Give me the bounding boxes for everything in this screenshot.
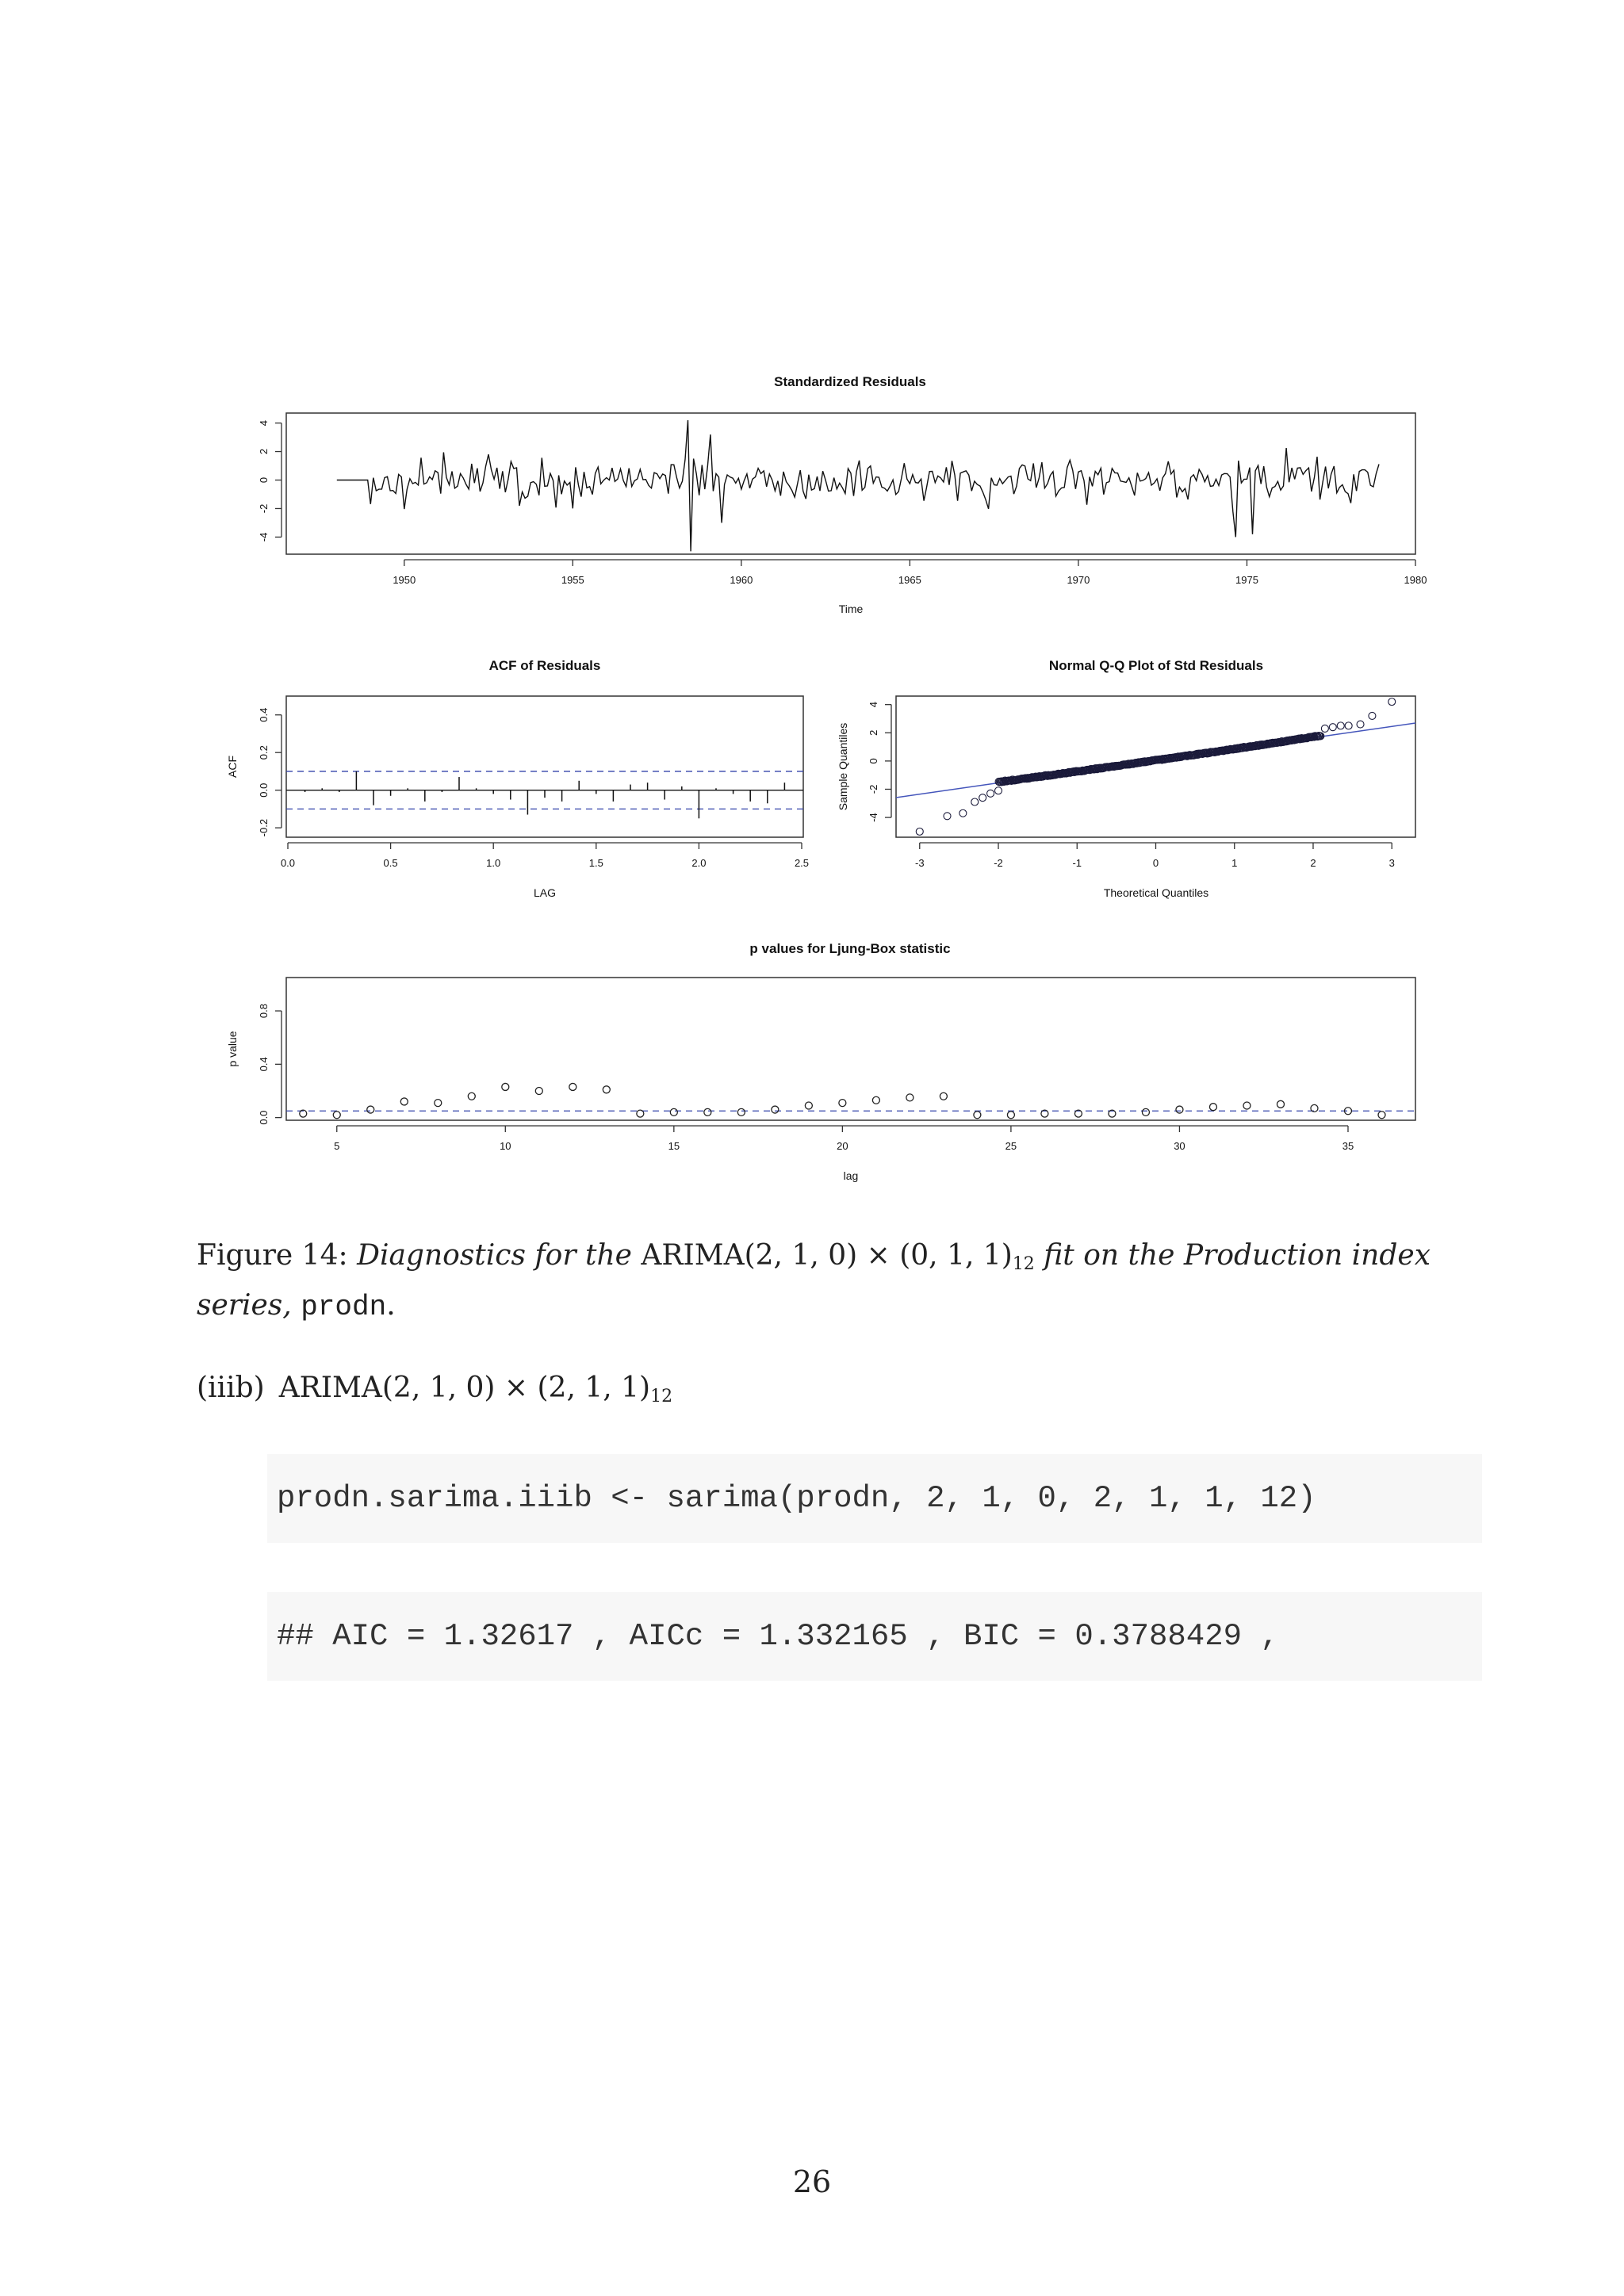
ljung-box-x-tick-label: 10	[500, 1140, 511, 1152]
ljung-box-y-tick-label: 0.4	[258, 1057, 270, 1072]
acf-x-tick-label: 1.5	[588, 857, 603, 869]
acf-x-tick-label: 1.0	[486, 857, 501, 869]
std-residuals-frame	[286, 413, 1415, 554]
ljung-box-point	[872, 1096, 879, 1104]
ljung-box-point	[502, 1083, 509, 1090]
ljung-box-point	[333, 1112, 340, 1119]
qq-point	[1345, 722, 1352, 729]
qq-x-tick-label: 2	[1310, 857, 1316, 869]
ljung-box-x-tick-label: 35	[1342, 1140, 1354, 1152]
ljung-box-point	[603, 1086, 610, 1093]
ljung-box-x-tick-label: 5	[334, 1140, 340, 1152]
qq-y-tick-label: 0	[868, 758, 879, 764]
acf-y-tick-label: 0.2	[258, 745, 270, 760]
ljung-box-point	[367, 1106, 374, 1113]
section-model-sub: 12	[650, 1387, 673, 1406]
ljung-box-point	[468, 1093, 475, 1100]
std-residuals-y-tick-label: 0	[258, 476, 270, 484]
qq-point	[979, 794, 986, 802]
ljung-box-y-tick-label: 0.0	[258, 1110, 270, 1125]
ljung-box-xlabel: lag	[843, 1169, 859, 1182]
qq-point	[1337, 722, 1344, 729]
qq-y-tick-label: -4	[868, 813, 879, 822]
ljung-box-point	[940, 1093, 947, 1100]
ljung-box-point	[839, 1100, 846, 1107]
qq-point	[959, 809, 967, 817]
qq-point	[987, 790, 994, 797]
code-block-output: ## AIC = 1.32617 , AICc = 1.332165 , BIC = 0.3788429 ,	[267, 1592, 1482, 1681]
ljung-box-x-tick-label: 20	[837, 1140, 848, 1152]
caption-label: Figure 14:	[197, 1239, 348, 1272]
qq-point	[995, 787, 1002, 794]
qq-point	[1369, 712, 1376, 719]
ljung-box-point	[1311, 1104, 1318, 1112]
qq-xlabel: Theoretical Quantiles	[1103, 886, 1209, 899]
caption-code: prodn	[301, 1291, 387, 1323]
qq-point	[1321, 725, 1328, 732]
qq-point	[1388, 698, 1396, 706]
ljung-box-point	[805, 1102, 812, 1109]
std-residuals-x-tick-label: 1980	[1404, 574, 1427, 586]
acf-ylabel: ACF	[226, 756, 239, 778]
qq-x-tick-label: 0	[1152, 857, 1159, 869]
std-residuals-x-tick-label: 1965	[898, 574, 921, 586]
acf-panel	[226, 658, 809, 899]
ljung-box-point	[400, 1098, 408, 1105]
acf-x-tick-label: 2.5	[794, 857, 810, 869]
code-block-sarima: prodn.sarima.iiib <- sarima(prodn, 2, 1, 0, 2, 1, 1, 12)	[267, 1454, 1482, 1543]
qq-ylabel: Sample Quantiles	[837, 722, 849, 811]
std-residuals-xlabel: Time	[838, 603, 864, 615]
caption-model: ARIMA(2, 1, 0) × (0, 1, 1)	[641, 1239, 1013, 1272]
qq-point	[916, 828, 923, 835]
std-residuals-title: Standardized Residuals	[774, 374, 926, 389]
ljung-box-point	[1176, 1106, 1183, 1113]
ljung-box-point	[1007, 1112, 1014, 1119]
qq-frame	[896, 696, 1415, 837]
qq-point	[1357, 721, 1364, 728]
qq-point	[971, 798, 979, 806]
ljung-box-point	[637, 1110, 644, 1117]
ljung-box-point	[906, 1094, 914, 1101]
std-residuals-x-tick-label: 1960	[730, 574, 753, 586]
acf-x-tick-label: 0.5	[383, 857, 398, 869]
qq-point	[944, 813, 951, 820]
section-model: ARIMA(2, 1, 0) × (2, 1, 1)	[278, 1372, 651, 1404]
qq-x-tick-label: 3	[1388, 857, 1395, 869]
std-residuals-x-tick-label: 1975	[1235, 574, 1258, 586]
std-residuals-y-tick-label: -2	[258, 503, 270, 514]
ljung-box-point	[1277, 1100, 1284, 1108]
ljung-box-point	[670, 1108, 677, 1115]
std-residuals-x-tick-label: 1955	[561, 574, 584, 586]
acf-x-tick-label: 2.0	[691, 857, 707, 869]
section-label: (iiib)	[197, 1372, 265, 1404]
acf-y-tick-label: 0.4	[258, 707, 270, 722]
std-residuals-panel	[258, 374, 1427, 615]
ljung-box-point	[1378, 1112, 1385, 1119]
figure-caption	[197, 1235, 1481, 1328]
qq-x-tick-label: 1	[1231, 857, 1238, 869]
caption-italic-end: fit on the Production index series,	[197, 1239, 1431, 1322]
qq-y-tick-label: 2	[868, 729, 879, 736]
ljung-box-point	[569, 1083, 576, 1090]
ljung-box-point	[435, 1100, 442, 1107]
ljung-box-title: p values for Ljung-Box statistic	[749, 941, 951, 956]
caption-model-sub: 12	[1012, 1254, 1035, 1274]
qq-x-tick-label: -1	[1072, 857, 1082, 869]
qq-title: Normal Q-Q Plot of Std Residuals	[1048, 658, 1264, 673]
acf-title: ACF of Residuals	[488, 658, 601, 673]
ljung-box-x-tick-label: 15	[668, 1140, 680, 1152]
ljung-box-frame	[286, 978, 1415, 1120]
ljung-box-point	[1209, 1104, 1216, 1111]
acf-frame	[286, 696, 803, 837]
ljung-box-x-tick-label: 30	[1174, 1140, 1185, 1152]
ljung-box-point	[704, 1108, 711, 1115]
qq-x-tick-label: -2	[994, 857, 1003, 869]
acf-x-tick-label: 0.0	[280, 857, 296, 869]
ljung-box-point	[974, 1112, 981, 1119]
std-residuals-x-tick-label: 1950	[393, 574, 416, 586]
acf-xlabel: LAG	[533, 886, 557, 899]
acf-y-tick-label: 0.0	[258, 783, 270, 798]
ljung-box-point	[1142, 1108, 1149, 1115]
qq-y-tick-label: -2	[868, 784, 879, 794]
qq-panel	[837, 658, 1415, 899]
std-residuals-y-tick-label: 4	[258, 419, 270, 427]
page-number: 26	[792, 2164, 832, 2199]
std-residuals-y-tick-label: -4	[258, 532, 270, 542]
std-residuals-x-tick-label: 1970	[1067, 574, 1090, 586]
ljung-box-ylabel: p value	[226, 1031, 239, 1067]
qq-point	[1329, 724, 1336, 731]
ljung-box-point	[535, 1087, 542, 1094]
ljung-box-y-tick-label: 0.8	[258, 1004, 270, 1019]
ljung-box-x-tick-label: 25	[1005, 1140, 1017, 1152]
caption-end: .	[386, 1289, 396, 1322]
std-residuals-line	[337, 420, 1379, 551]
section-heading	[197, 1372, 672, 1406]
qq-x-tick-label: -3	[914, 857, 925, 869]
qq-y-tick-label: 4	[868, 702, 879, 708]
ljung-box-point	[737, 1108, 745, 1115]
ljung-box-point	[1243, 1102, 1251, 1109]
caption-italic-start: Diagnostics for the	[357, 1239, 632, 1272]
ljung-box-panel	[226, 941, 1415, 1182]
std-residuals-y-tick-label: 2	[258, 448, 270, 455]
ljung-box-point	[772, 1106, 779, 1113]
acf-y-tick-label: -0.2	[258, 818, 270, 837]
